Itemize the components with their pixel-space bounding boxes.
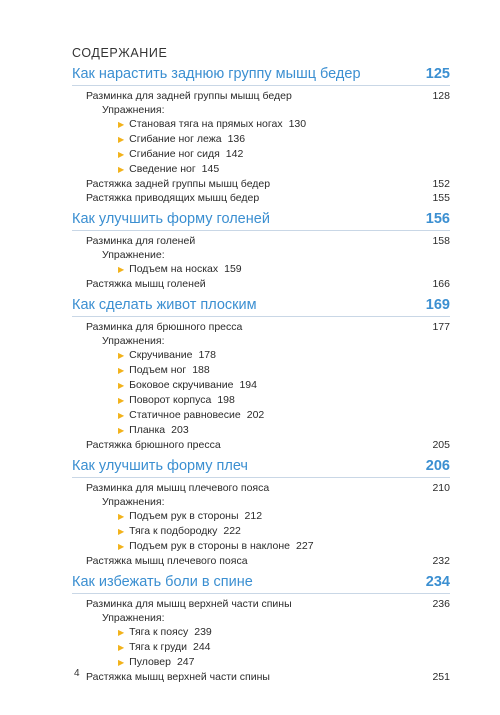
exercise-page: 239 [194, 626, 212, 638]
section-title: Как улучшить форму голеней [72, 211, 270, 227]
toc-entry[interactable] [86, 234, 450, 248]
toc-entry-page: 128 [432, 90, 450, 102]
exercise-label: Сгибание ног лежа [129, 133, 222, 145]
exercises-subheading: Упражнение: [102, 249, 165, 261]
exercise-page: 194 [239, 379, 257, 391]
toc-entry[interactable] [86, 597, 450, 611]
exercise-label: Подъем рук в стороны в наклоне [129, 540, 291, 552]
toc-entry[interactable] [86, 277, 450, 291]
triangle-bullet-icon: ▶ [118, 411, 125, 420]
toc-entry[interactable] [86, 481, 450, 495]
exercise-page: 198 [217, 394, 235, 406]
triangle-bullet-icon: ▶ [118, 426, 125, 435]
triangle-bullet-icon: ▶ [118, 542, 125, 551]
toc-entry-label: Растяжка мышц плечевого пояса [86, 555, 248, 567]
exercise-label: Планка [129, 424, 166, 436]
toc-entry-label: Растяжка мышц верхней части спины [86, 671, 270, 683]
toc-entry-page: 158 [432, 235, 450, 247]
exercise-page: 202 [246, 409, 265, 421]
section-page-number: 206 [425, 458, 450, 474]
toc-entry-page: 152 [432, 178, 450, 190]
toc-entry-label: Разминка для голеней [86, 235, 196, 247]
toc-section [72, 297, 450, 452]
exercise-page: 136 [227, 133, 246, 145]
exercise-label: Тяга к подбородку [129, 525, 218, 537]
toc-entry[interactable] [86, 554, 450, 568]
toc-section [72, 211, 450, 291]
exercises-subheading: Упражнения: [102, 612, 165, 624]
exercise-entry[interactable] [118, 378, 450, 393]
section-title: Как избежать боли в спине [72, 574, 253, 590]
toc-entry-page: 155 [432, 192, 450, 204]
exercise-page: 178 [198, 349, 216, 361]
toc-sections [72, 66, 450, 684]
exercise-page: 130 [288, 118, 307, 130]
toc-entry-page: 236 [432, 598, 450, 610]
triangle-bullet-icon: ▶ [118, 165, 125, 174]
exercise-page: 188 [192, 364, 210, 376]
exercise-page: 247 [176, 656, 195, 668]
toc-entry-label: Растяжка задней группы мышц бедер [86, 178, 271, 190]
exercise-label: Статичное равновесие [129, 409, 241, 421]
section-title-row[interactable] [72, 297, 450, 317]
triangle-bullet-icon: ▶ [118, 366, 125, 375]
page-number: 4 [74, 668, 80, 679]
section-title-row[interactable] [72, 458, 450, 478]
triangle-bullet-icon: ▶ [118, 265, 125, 274]
exercise-entry[interactable] [118, 509, 450, 524]
section-page-number: 156 [425, 211, 450, 227]
toc-section [72, 458, 450, 568]
exercise-entry[interactable] [118, 524, 450, 539]
exercise-page: 142 [225, 148, 244, 160]
exercise-label: Скручивание [129, 349, 193, 361]
exercise-entry[interactable] [118, 132, 450, 147]
exercise-entry[interactable] [118, 363, 450, 378]
toc-header: СОДЕРЖАНИЕ [72, 46, 168, 60]
toc-entry-label: Растяжка брюшного пресса [86, 439, 221, 451]
section-title: Как нарастить заднюю группу мышц бедер [72, 66, 361, 82]
toc-entry-label: Растяжка приводящих мышц бедер [86, 192, 260, 204]
exercise-label: Подъем на носках [129, 263, 219, 275]
exercise-label: Сведение ног [129, 163, 196, 175]
section-title: Как сделать живот плоским [72, 297, 257, 313]
section-title-row[interactable] [72, 211, 450, 231]
triangle-bullet-icon: ▶ [118, 150, 125, 159]
toc-entry[interactable] [86, 670, 450, 684]
exercise-label: Пуловер [129, 656, 171, 668]
toc-entry-label: Разминка для брюшного пресса [86, 321, 243, 333]
exercise-label: Боковое скручивание [129, 379, 234, 391]
exercise-entry[interactable] [118, 423, 450, 438]
triangle-bullet-icon: ▶ [118, 351, 125, 360]
section-title: Как улучшить форму плеч [72, 458, 248, 474]
exercises-subheading: Упражнения: [102, 496, 165, 508]
triangle-bullet-icon: ▶ [118, 643, 125, 652]
toc-section [72, 574, 450, 684]
exercise-page: 145 [201, 163, 220, 175]
exercise-label: Тяга к поясу [129, 626, 189, 638]
toc-entry-page: 205 [432, 439, 450, 451]
section-title-row[interactable] [72, 574, 450, 594]
toc-entry[interactable] [86, 320, 450, 334]
toc-section [72, 66, 450, 205]
exercise-entry[interactable] [118, 147, 450, 162]
toc-entry-label: Растяжка мышц голеней [86, 278, 206, 290]
toc-entry[interactable] [86, 89, 450, 103]
toc-entry[interactable] [86, 191, 450, 205]
exercise-page: 212 [244, 510, 263, 522]
section-page-number: 234 [425, 574, 450, 590]
triangle-bullet-icon: ▶ [118, 381, 125, 390]
exercise-entry[interactable] [118, 408, 450, 423]
section-page-number: 125 [425, 66, 450, 82]
exercise-label: Сгибание ног сидя [129, 148, 220, 160]
exercise-page: 222 [223, 525, 241, 537]
triangle-bullet-icon: ▶ [118, 628, 125, 637]
toc-entry-label: Разминка для мышц верхней части спины [86, 598, 292, 610]
exercise-entry[interactable] [118, 625, 450, 640]
exercise-entry[interactable] [118, 655, 450, 670]
toc-entry-page: 177 [432, 321, 450, 333]
exercise-label: Поворот корпуса [129, 394, 212, 406]
exercise-entry[interactable] [118, 162, 450, 177]
exercise-label: Подъем ног [129, 364, 187, 376]
toc-entry-page: 232 [432, 555, 450, 567]
triangle-bullet-icon: ▶ [118, 120, 125, 129]
triangle-bullet-icon: ▶ [118, 658, 125, 667]
section-page-number: 169 [425, 297, 450, 313]
exercise-label: Тяга к груди [129, 641, 187, 653]
toc-entry-page: 251 [432, 671, 450, 683]
exercise-entry[interactable] [118, 262, 450, 277]
exercise-entry[interactable] [118, 393, 450, 408]
exercise-page: 159 [224, 263, 242, 275]
toc-entry-page: 166 [432, 278, 450, 290]
exercise-label: Становая тяга на прямых ногах [129, 118, 283, 130]
exercises-subheading: Упражнения: [102, 104, 165, 116]
triangle-bullet-icon: ▶ [118, 396, 125, 405]
exercise-entry[interactable] [118, 348, 450, 363]
triangle-bullet-icon: ▶ [118, 512, 125, 521]
exercise-label: Подъем рук в стороны [129, 510, 239, 522]
exercise-page: 203 [171, 424, 189, 436]
toc-entry-page: 210 [432, 482, 450, 494]
toc-entry-label: Разминка для мышц плечевого пояса [86, 482, 270, 494]
triangle-bullet-icon: ▶ [118, 527, 125, 536]
toc-page [72, 40, 450, 690]
section-title-row[interactable] [72, 66, 450, 86]
exercise-entry[interactable] [118, 640, 450, 655]
toc-entry[interactable] [86, 438, 450, 452]
exercise-page: 227 [296, 540, 314, 552]
exercise-entry[interactable] [118, 539, 450, 554]
exercise-page: 244 [192, 641, 211, 653]
toc-entry[interactable] [86, 177, 450, 191]
triangle-bullet-icon: ▶ [118, 135, 125, 144]
exercises-subheading: Упражнения: [102, 335, 165, 347]
toc-entry-label: Разминка для задней группы мышц бедер [86, 90, 292, 102]
exercise-entry[interactable] [118, 117, 450, 132]
